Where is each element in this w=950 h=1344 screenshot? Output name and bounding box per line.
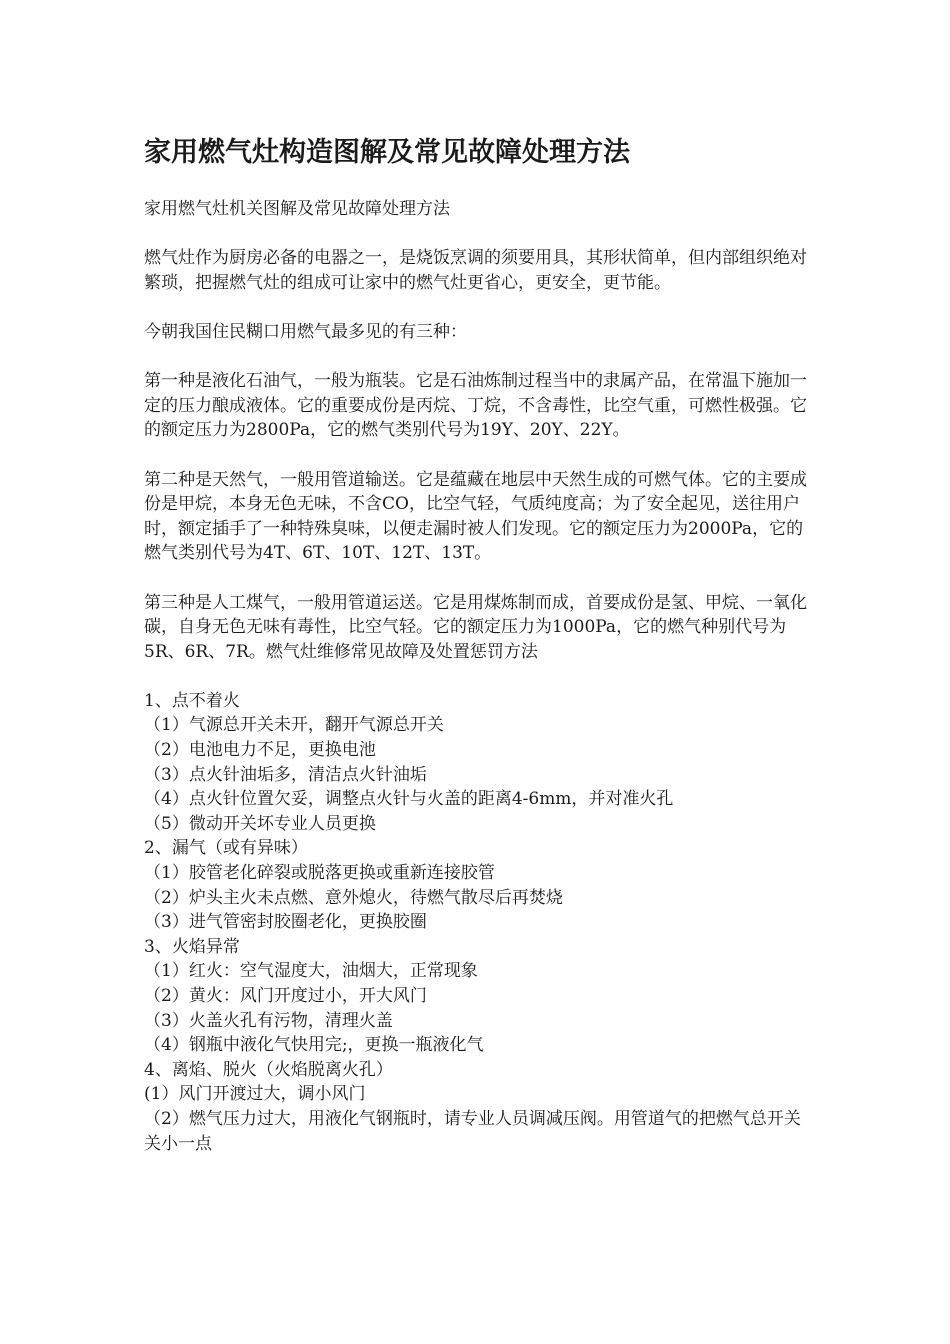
document-subtitle: 家用燃气灶机关图解及常见故障处理方法 [144,199,450,219]
gas-type-paragraph-3: 第三种是人工煤气，一般用管道运送。它是用煤炼制而成，首要成份是氢、甲烷、一氧化碳，自身无色无味有毒性，比空气轻。它的额定压力为1000Pa，它的燃气种别代号为5R、6R、7R。燃气灶维修常见故障及处置惩罚方法 [144,592,807,662]
fault-item: （5）微动开关坏专业人员更换 [144,813,376,834]
fault-item: （3）点火针油垢多，清洁点火针油垢 [144,764,427,785]
fault-heading: 1、点不着火 [144,690,240,711]
fault-item: (1）风门开渡过大，调小风门 [144,1084,366,1105]
fault-item: （4）点火针位置欠妥，调整点火针与火盖的距离4-6mm，并对准火孔 [144,789,674,810]
fault-item: （4）钢瓶中液化气快用完;，更换一瓶液化气 [144,1035,484,1056]
document-title: 家用燃气灶构造图解及常见故障处理方法 [144,137,630,168]
fault-list [144,689,812,1156]
lead-paragraph: 今朝我国住民糊口用燃气最多见的有三种： [144,321,467,342]
fault-item: （1）胶管老化碎裂或脱落更换或重新连接胶管 [144,863,495,884]
fault-item: （1）气源总开关未开，翻开气源总开关 [144,715,444,736]
gas-type-paragraph-2: 第二种是天然气，一般用管道输送。它是蕴藏在地层中天然生成的可燃气体。它的主要成份是甲烷，本身无色无味，不含CO，比空气轻，气质纯度高；为了安全起见，送往用户时，额定插手了一种特殊臭味，以便走漏时被人们发现。它的额定压力为2000Pa，它的燃气类别代号为4T、6T、10T、12T、13T。 [144,469,807,564]
fault-item: （2）电池电力不足，更换电池 [144,740,376,761]
fault-item: （2）燃气压力过大，用液化气钢瓶时，请专业人员调减压阀。用管道气的把燃气总开关关小一点 [144,1108,801,1154]
fault-item: （2）炉头主火未点燃、意外熄火，待燃气散尽后再焚烧 [144,887,563,908]
gas-type-paragraph-1: 第一种是液化石油气，一般为瓶装。它是石油炼制过程当中的隶属产品，在常温下施加一定的压力酿成液体。它的重要成份是丙烷、丁烷，不含毒性，比空气重，可燃性极强。它的额定压力为2800Pa，它的燃气类别代号为19Y、20Y、22Y。 [144,371,807,441]
document-body [144,197,812,1156]
fault-heading: 4、离焰、脱火（火焰脱离火孔） [144,1059,393,1080]
fault-item: （3）火盖火孔有污物，清理火盖 [144,1010,393,1031]
fault-item: （2）黄火：风门开度过小，开大风门 [144,986,427,1006]
fault-item: （1）红火：空气湿度大，油烟大，正常现象 [144,961,478,982]
intro-paragraph: 燃气灶作为厨房必备的电器之一，是烧饭烹调的须要用具，其形状简单，但内部组织绝对繁琐，把握燃气灶的组成可让家中的燃气灶更省心，更安全，更节能。 [144,248,807,293]
fault-heading: 2、漏气（或有异味） [144,838,308,859]
fault-item: （3）进气管密封胶圈老化，更换胶圈 [144,912,427,933]
fault-heading: 3、火焰异常 [144,936,240,957]
